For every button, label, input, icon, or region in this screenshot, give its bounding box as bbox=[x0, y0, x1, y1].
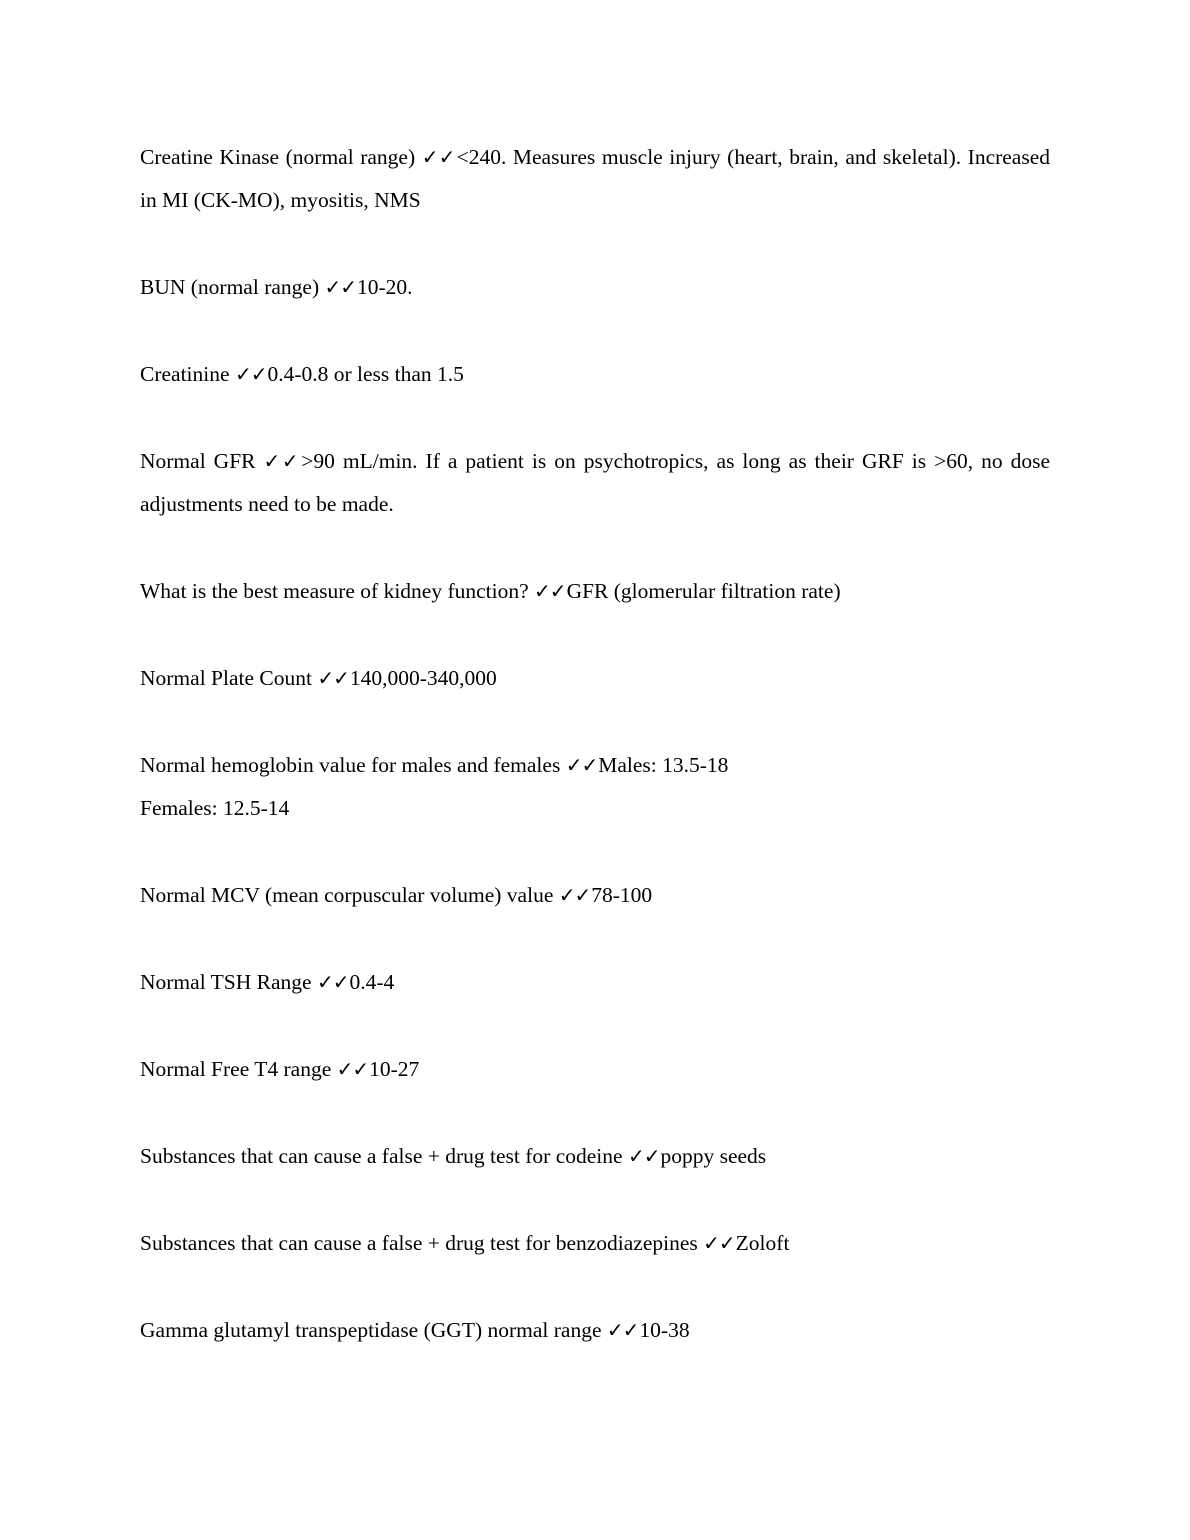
entry-term: Normal Free T4 range bbox=[140, 1057, 332, 1081]
flashcard-entry-tsh bbox=[140, 961, 1050, 1004]
flashcard-entry-hemoglobin bbox=[140, 744, 1050, 830]
double-check-icon: ✓✓ bbox=[336, 1057, 369, 1081]
entry-answer: 10-38 bbox=[639, 1318, 690, 1342]
entry-answer: GFR (glomerular filtration rate) bbox=[566, 579, 841, 603]
entry-answer-line-2: Females: 12.5-14 bbox=[140, 796, 290, 820]
entry-answer: 0.4-4 bbox=[349, 970, 395, 994]
entry-term: What is the best measure of kidney function? bbox=[140, 579, 529, 603]
flashcard-entry-plate-count bbox=[140, 657, 1050, 700]
entry-term: Substances that can cause a false + drug test for codeine bbox=[140, 1144, 623, 1168]
entry-answer: 0.4-0.8 or less than 1.5 bbox=[267, 362, 464, 386]
double-check-icon: ✓✓ bbox=[421, 145, 456, 169]
double-check-icon: ✓✓ bbox=[317, 666, 349, 690]
flashcard-entry-benzodiazepine-false-positive bbox=[140, 1222, 1050, 1265]
entry-answer: >90 mL/min. If a patient is on psychotropics, as long as their GRF is >60, no dose adjustments need to be made. bbox=[140, 449, 1051, 516]
entry-term: Creatinine bbox=[140, 362, 230, 386]
document-page bbox=[140, 136, 1050, 1396]
entry-answer: 78-100 bbox=[591, 883, 653, 907]
double-check-icon: ✓✓ bbox=[316, 970, 349, 994]
entry-term: Normal hemoglobin value for males and females bbox=[140, 753, 561, 777]
entry-answer: Males: 13.5-18 bbox=[598, 753, 729, 777]
flashcard-entry-gfr bbox=[140, 440, 1050, 526]
flashcard-entry-bun bbox=[140, 266, 1050, 309]
flashcard-entry-creatinine bbox=[140, 353, 1050, 396]
double-check-icon: ✓✓ bbox=[627, 1144, 660, 1168]
entry-term: Substances that can cause a false + drug test for benzodiazepines bbox=[140, 1231, 698, 1255]
entry-term: Creatine Kinase (normal range) bbox=[140, 145, 416, 169]
entry-answer: 140,000-340,000 bbox=[349, 666, 497, 690]
entry-answer: <240. Measures muscle injury (heart, brain, and skeletal). Increased in MI (CK-MO), myositis, NMS bbox=[140, 145, 1051, 212]
double-check-icon: ✓✓ bbox=[558, 883, 591, 907]
flashcard-entry-free-t4 bbox=[140, 1048, 1050, 1091]
flashcard-entry-ggt bbox=[140, 1309, 1050, 1352]
double-check-icon: ✓✓ bbox=[606, 1318, 639, 1342]
entry-answer: 10-20. bbox=[357, 275, 413, 299]
double-check-icon: ✓✓ bbox=[234, 362, 267, 386]
flashcard-entry-creatine-kinase bbox=[140, 136, 1050, 222]
flashcard-entry-codeine-false-positive bbox=[140, 1135, 1050, 1178]
double-check-icon: ✓✓ bbox=[703, 1231, 735, 1255]
double-check-icon: ✓✓ bbox=[534, 579, 566, 603]
entry-answer: Zoloft bbox=[735, 1231, 790, 1255]
entry-term: Gamma glutamyl transpeptidase (GGT) normal range bbox=[140, 1318, 602, 1342]
flashcard-entry-kidney-function bbox=[140, 570, 1050, 613]
entry-term: Normal Plate Count bbox=[140, 666, 312, 690]
entry-answer: poppy seeds bbox=[660, 1144, 767, 1168]
entry-term: BUN (normal range) bbox=[140, 275, 320, 299]
flashcard-entry-mcv bbox=[140, 874, 1050, 917]
entry-answer: 10-27 bbox=[369, 1057, 420, 1081]
entry-term: Normal MCV (mean corpuscular volume) value bbox=[140, 883, 554, 907]
double-check-icon: ✓✓ bbox=[263, 449, 301, 473]
double-check-icon: ✓✓ bbox=[565, 753, 598, 777]
entry-term: Normal TSH Range bbox=[140, 970, 312, 994]
entry-term: Normal GFR bbox=[140, 449, 256, 473]
double-check-icon: ✓✓ bbox=[324, 275, 356, 299]
